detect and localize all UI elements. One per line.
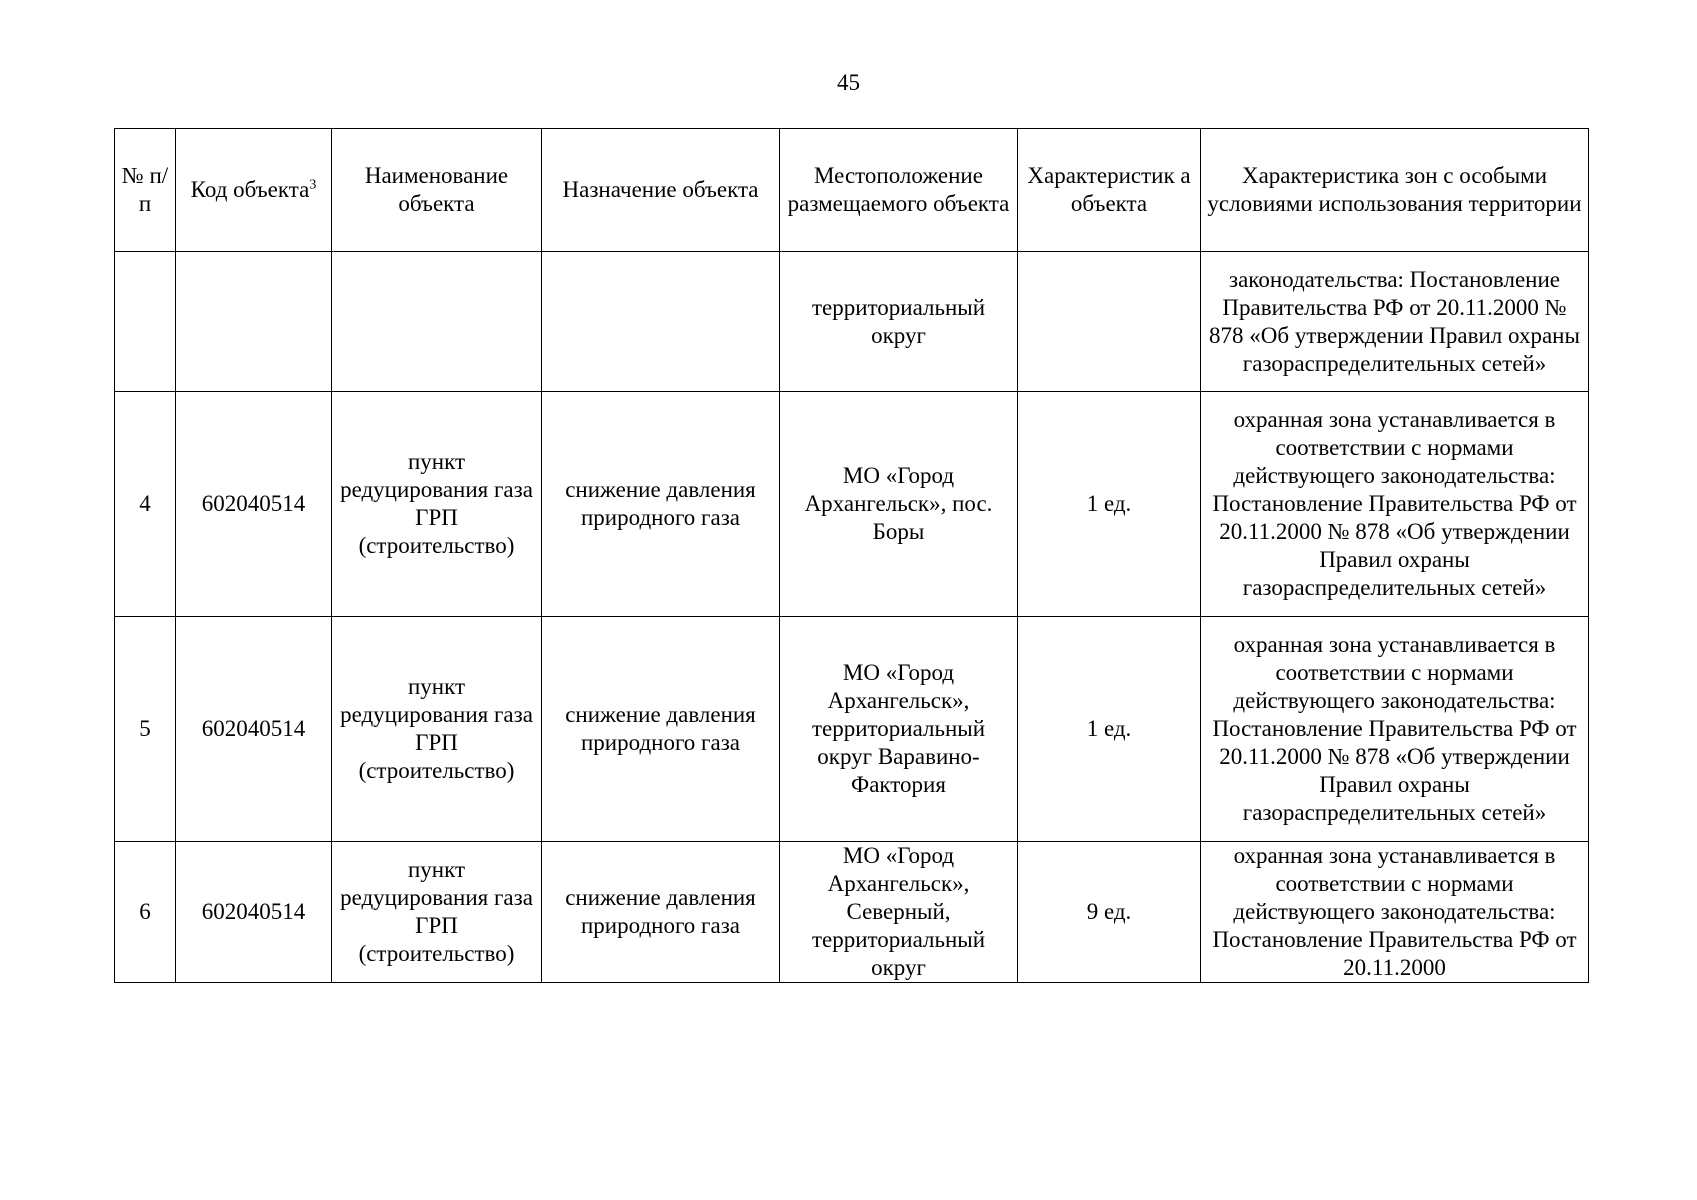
header-num: № п/п	[115, 129, 176, 252]
cell-num: 5	[115, 617, 176, 842]
cell-characteristic	[1018, 252, 1201, 392]
header-name: Наименование объекта	[332, 129, 542, 252]
cell-code: 602040514	[176, 617, 332, 842]
table-row	[115, 392, 1589, 617]
cell-num	[115, 252, 176, 392]
header-zones: Характеристика зон с особыми условиями использования территории	[1201, 129, 1589, 252]
objects-table	[114, 128, 1589, 983]
cell-name: пункт редуцирования газа ГРП (строительство)	[332, 842, 542, 983]
cell-name: пункт редуцирования газа ГРП (строительство)	[332, 392, 542, 617]
cell-code: 602040514	[176, 842, 332, 983]
cell-code: 602040514	[176, 392, 332, 617]
table-row	[115, 842, 1589, 983]
table-header-row	[115, 129, 1589, 252]
cell-purpose: снижение давления природного газа	[542, 842, 780, 983]
cell-location: МО «Город Архангельск», пос. Боры	[780, 392, 1018, 617]
header-location: Местоположение размещаемого объекта	[780, 129, 1018, 252]
table-row	[115, 617, 1589, 842]
cell-name	[332, 252, 542, 392]
table-row-continuation	[115, 252, 1589, 392]
header-code	[176, 129, 332, 252]
header-code-label: Код объекта	[190, 177, 310, 202]
cell-zones: охранная зона устанавливается в соответствии с нормами действующего законодательства: Постановление Правительства РФ от 20.11.2000	[1201, 842, 1589, 983]
footnote-marker: 3	[309, 177, 317, 193]
cell-characteristic: 1 ед.	[1018, 392, 1201, 617]
header-purpose: Назначение объекта	[542, 129, 780, 252]
cell-characteristic: 9 ед.	[1018, 842, 1201, 983]
page-number: 45	[837, 70, 860, 95]
cell-purpose: снижение давления природного газа	[542, 617, 780, 842]
cell-code	[176, 252, 332, 392]
cell-name: пункт редуцирования газа ГРП (строительство)	[332, 617, 542, 842]
cell-num: 6	[115, 842, 176, 983]
cell-zones: законодательства: Постановление Правительства РФ от 20.11.2000 № 878 «Об утверждении Правил охраны газораспределительных сетей»	[1201, 252, 1589, 392]
cell-purpose	[542, 252, 780, 392]
cell-characteristic: 1 ед.	[1018, 617, 1201, 842]
cell-zones: охранная зона устанавливается в соответствии с нормами действующего законодательства: Постановление Правительства РФ от 20.11.2000 № 878 «Об утверждении Правил охраны газораспределительных сетей»	[1201, 392, 1589, 617]
cell-location: МО «Город Архангельск», Северный, территориальный округ	[780, 842, 1018, 983]
cell-location: территориальный округ	[780, 252, 1018, 392]
cell-location: МО «Город Архангельск», территориальный округ Варавино-Фактория	[780, 617, 1018, 842]
header-characteristic: Характеристик а объекта	[1018, 129, 1201, 252]
cell-num: 4	[115, 392, 176, 617]
cell-purpose: снижение давления природного газа	[542, 392, 780, 617]
cell-zones: охранная зона устанавливается в соответствии с нормами действующего законодательства: Постановление Правительства РФ от 20.11.2000 № 878 «Об утверждении Правил охраны газораспределительных сетей»	[1201, 617, 1589, 842]
